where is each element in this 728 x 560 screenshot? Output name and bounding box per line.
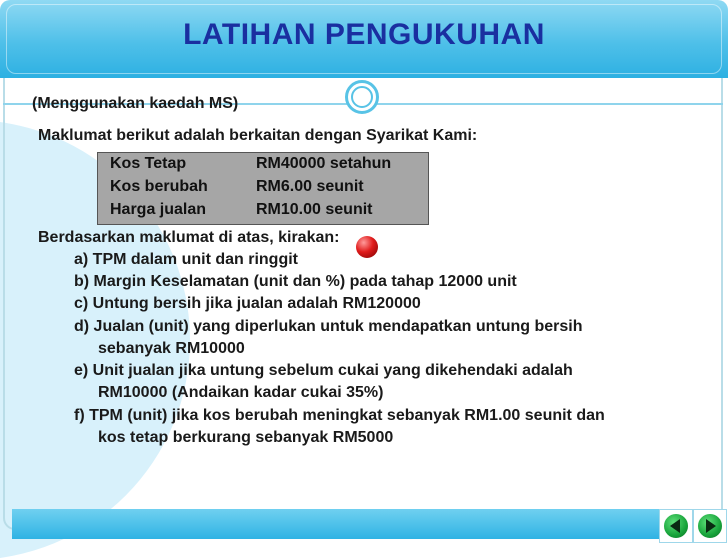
question-f: f) TPM (unit) jika kos berubah meningkat sebanyak RM1.00 seunit dan [74,407,605,424]
ring-ornament-inner [351,86,373,108]
arrow-left-icon [670,519,680,533]
question-e-continued: RM10000 (Andaikan kadar cukai 35%) [98,384,384,401]
question-c: c) Untung bersih jika jualan adalah RM120000 [74,295,421,312]
question-d-continued: sebanyak RM10000 [98,340,245,357]
next-slide-button[interactable] [696,512,724,540]
question-f-continued: kos tetap berkurang sebanyak RM5000 [98,429,394,446]
question-intro: Berdasarkan maklumat di atas, kirakan: [38,229,340,246]
question-e: e) Unit jualan jika untung sebelum cukai yang dikehendaki adalah [74,362,573,379]
question-b: b) Margin Keselamatan (unit dan %) pada tahap 12000 unit [74,273,517,290]
slide-title: LATIHAN PENGUKUHAN [183,18,545,51]
question-a: a) TPM dalam unit dan ringgit [74,251,298,268]
intro-text: Maklumat berikut adalah berkaitan dengan Syarikat Kami: [38,127,478,144]
info-row-selling-price [110,201,373,219]
info-row-variable-cost [110,178,364,196]
ring-ornament-icon [345,80,379,114]
slide-subtitle: (Menggunakan kaedah MS) [32,95,239,112]
info-label: Kos Tetap [110,155,187,172]
arrow-right-icon [706,519,716,533]
red-ball-icon [356,236,378,258]
info-value: RM6.00 seunit [256,178,364,195]
question-d: d) Jualan (unit) yang diperlukan untuk mendapatkan untung bersih [74,318,583,335]
info-row-fixed-cost [110,155,392,173]
info-table [97,152,429,225]
prev-slide-button[interactable] [662,512,690,540]
slide-footer [12,509,724,539]
info-label: Kos berubah [110,178,208,195]
info-value: RM10.00 seunit [256,201,373,218]
info-value: RM40000 setahun [256,155,392,172]
info-label: Harga jualan [110,201,207,218]
